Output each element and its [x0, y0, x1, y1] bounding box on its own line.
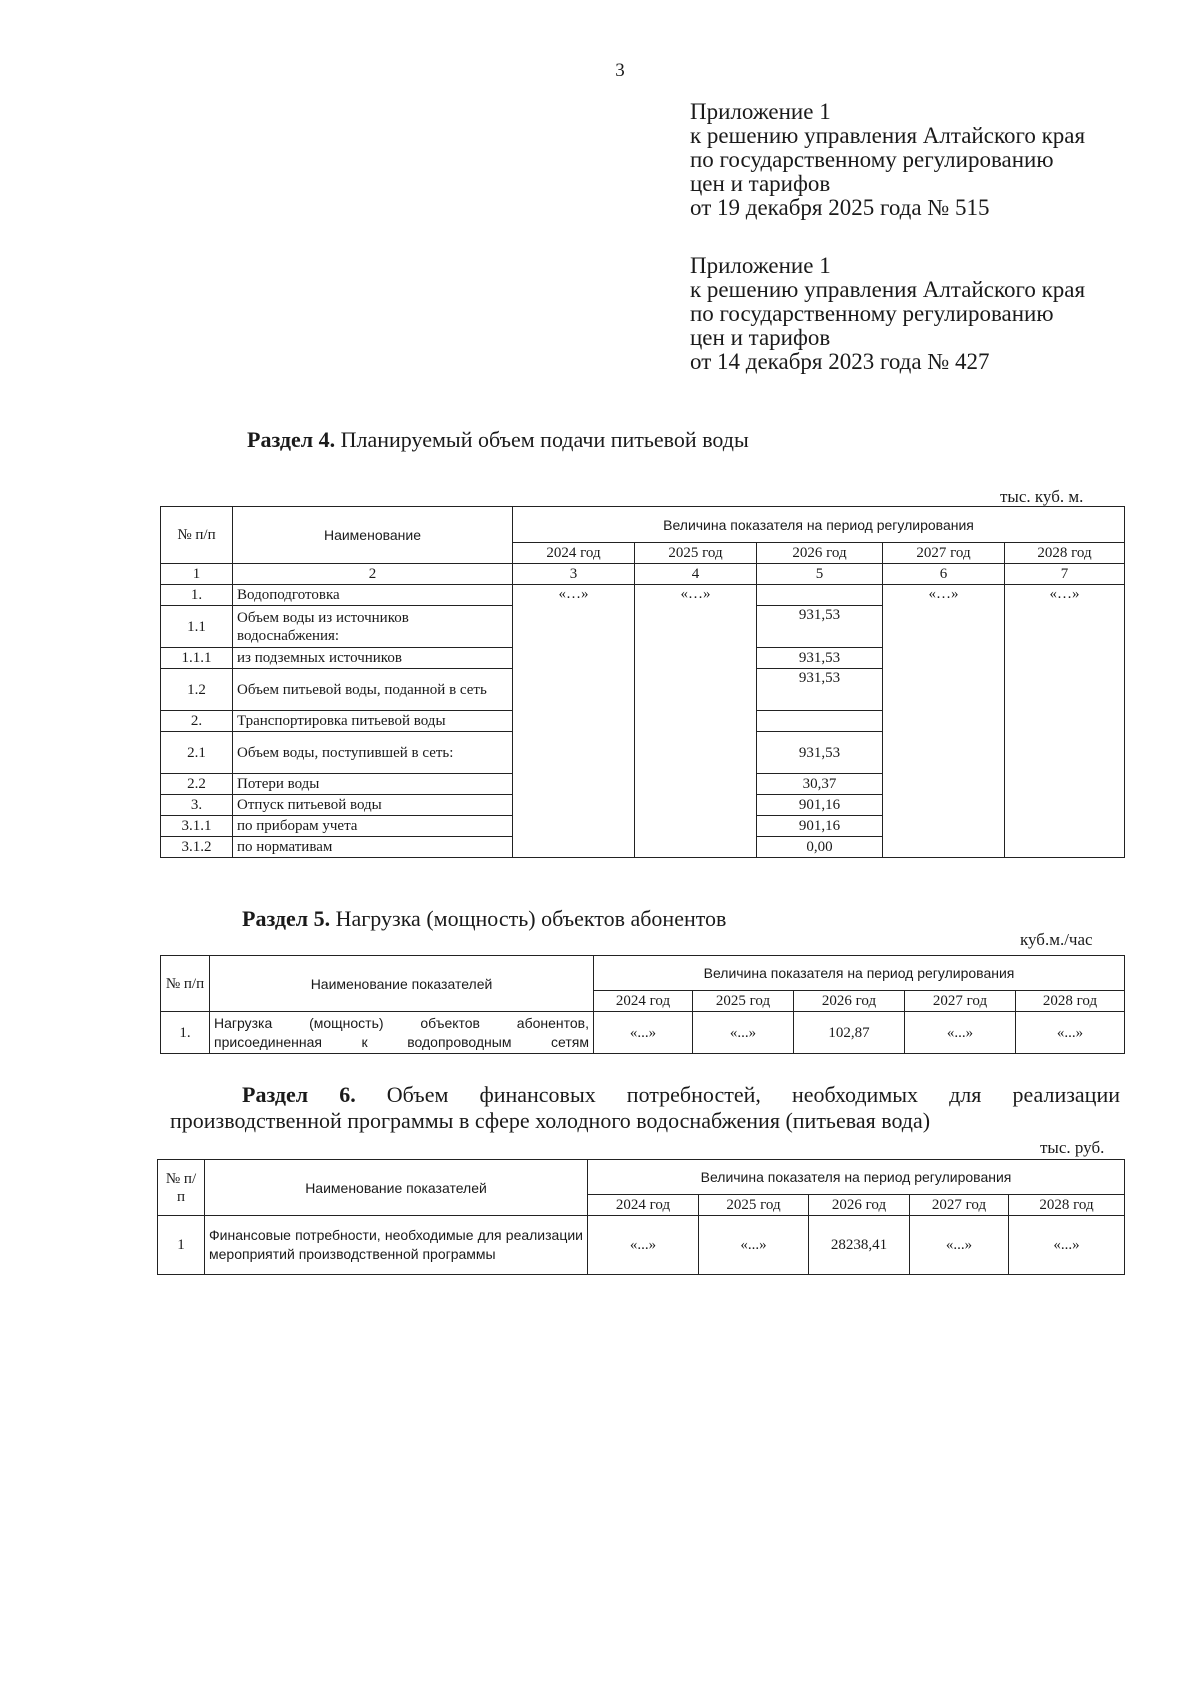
row-name: Объем воды из источников водоснабжения: [233, 606, 513, 648]
header-year: 2025 год [635, 543, 757, 564]
header-period: Величина показателя на период регулирования [588, 1160, 1125, 1195]
header-name: Наименование [233, 507, 513, 564]
row-num: 2. [161, 711, 233, 732]
row-num: 3.1.2 [161, 837, 233, 858]
column-number: 7 [1005, 564, 1125, 585]
section5-title-text: Нагрузка (мощность) объектов абонентов [330, 906, 727, 931]
header-year: 2027 год [883, 543, 1005, 564]
value-2026 [757, 711, 883, 732]
value-2026: 931,53 [757, 732, 883, 774]
row-name: Объем питьевой воды, поданной в сеть [233, 669, 513, 711]
header-year: 2025 год [693, 991, 794, 1012]
value-2026: 102,87 [794, 1012, 905, 1054]
header-year: 2027 год [910, 1195, 1009, 1216]
row-name: по приборам учета [233, 816, 513, 837]
appendix-current [690, 100, 1150, 220]
appendix-title: Приложение 1 [690, 253, 831, 278]
appendix-line: цен и тарифов [690, 171, 831, 196]
value-2028: «…» [1005, 585, 1125, 858]
header-year: 2028 год [1009, 1195, 1125, 1216]
appendix-line: по государственному регулированию [690, 147, 1054, 172]
row-name: Потери воды [233, 774, 513, 795]
column-number: 1 [161, 564, 233, 585]
column-number: 3 [513, 564, 635, 585]
row-name: Финансовые потребности, необходимые для реализации мероприятий производственной программы [205, 1216, 588, 1275]
section5-table [160, 955, 1125, 1054]
section6-title [170, 1082, 1120, 1134]
row-name: Нагрузка (мощность) объектов абонентов, присоединенная к водопроводным сетям [210, 1012, 594, 1054]
value-2027: «...» [905, 1012, 1016, 1054]
row-num: 1.1 [161, 606, 233, 648]
header-name: Наименование показателей [210, 956, 594, 1012]
row-name: Водоподготовка [233, 585, 513, 606]
appendix-date: от 19 декабря 2025 года № 515 [690, 195, 990, 220]
header-year: 2026 год [794, 991, 905, 1012]
value-2028: «...» [1009, 1216, 1125, 1275]
value-2026: 28238,41 [809, 1216, 910, 1275]
row-num: 3.1.1 [161, 816, 233, 837]
column-number: 6 [883, 564, 1005, 585]
value-2024: «...» [588, 1216, 699, 1275]
appendix-previous [690, 254, 1150, 374]
header-year: 2024 год [594, 991, 693, 1012]
appendix-line: к решению управления Алтайского края [690, 277, 1086, 302]
section6-title-line2: производственной программы в сфере холодного водоснабжения (питьевая вода) [170, 1108, 931, 1133]
header-period: Величина показателя на период регулирования [513, 507, 1125, 543]
header-year: 2026 год [757, 543, 883, 564]
row-num: 1. [161, 585, 233, 606]
row-name: Отпуск питьевой воды [233, 795, 513, 816]
appendix-date: от 14 декабря 2023 года № 427 [690, 349, 990, 374]
value-2026: 901,16 [757, 795, 883, 816]
value-2027: «...» [910, 1216, 1009, 1275]
section4-label: Раздел 4. [247, 427, 336, 452]
page-number: 3 [615, 60, 625, 81]
section5-title [242, 906, 726, 932]
value-2025: «...» [693, 1012, 794, 1054]
header-name: Наименование показателей [205, 1160, 588, 1216]
column-number: 4 [635, 564, 757, 585]
value-2026: 931,53 [757, 648, 883, 669]
value-2025: «...» [699, 1216, 809, 1275]
value-2026: 931,53 [757, 669, 883, 711]
section6-unit: тыс. руб. [1040, 1138, 1105, 1157]
appendix-line: к решению управления Алтайского края [690, 123, 1086, 148]
value-2026: 901,16 [757, 816, 883, 837]
header-year: 2027 год [905, 991, 1016, 1012]
row-name: Объем воды, поступившей в сеть: [233, 732, 513, 774]
section4-table [160, 506, 1125, 858]
appendix-title: Приложение 1 [690, 99, 831, 124]
value-2027: «…» [883, 585, 1005, 858]
header-year: 2024 год [513, 543, 635, 564]
row-num: 1 [158, 1216, 205, 1275]
column-number: 5 [757, 564, 883, 585]
header-year: 2024 год [588, 1195, 699, 1216]
row-num: 3. [161, 795, 233, 816]
header-num: № п/п [158, 1160, 205, 1216]
value-2025: «…» [635, 585, 757, 858]
row-num: 2.1 [161, 732, 233, 774]
section5-label: Раздел 5. [242, 906, 331, 931]
row-num: 1. [161, 1012, 210, 1054]
value-2026: 0,00 [757, 837, 883, 858]
row-num: 2.2 [161, 774, 233, 795]
appendix-line: по государственному регулированию [690, 301, 1054, 326]
section4-title [247, 427, 749, 453]
value-2024: «…» [513, 585, 635, 858]
header-year: 2025 год [699, 1195, 809, 1216]
header-year: 2026 год [809, 1195, 910, 1216]
row-num: 1.2 [161, 669, 233, 711]
header-num: № п/п [161, 507, 233, 564]
section5-unit: куб.м./час [1020, 930, 1093, 949]
row-name: из подземных источников [233, 648, 513, 669]
value-2026: 931,53 [757, 606, 883, 648]
value-2026: 30,37 [757, 774, 883, 795]
row-name: Транспортировка питьевой воды [233, 711, 513, 732]
row-num: 1.1.1 [161, 648, 233, 669]
section6-table [157, 1159, 1125, 1275]
header-year: 2028 год [1005, 543, 1125, 564]
value-2024: «...» [594, 1012, 693, 1054]
appendix-line: цен и тарифов [690, 325, 831, 350]
row-name: по нормативам [233, 837, 513, 858]
section4-title-text: Планируемый объем подачи питьевой воды [335, 427, 749, 452]
value-2026 [757, 585, 883, 606]
header-year: 2028 год [1016, 991, 1125, 1012]
section6-label: Раздел 6. [242, 1082, 356, 1107]
header-period: Величина показателя на период регулирования [594, 956, 1125, 991]
value-2028: «...» [1016, 1012, 1125, 1054]
header-num: № п/п [161, 956, 210, 1012]
section4-unit: тыс. куб. м. [1000, 487, 1084, 506]
column-number: 2 [233, 564, 513, 585]
section6-title-line1: Объем финансовых потребностей, необходимых для реализации [355, 1082, 1120, 1107]
